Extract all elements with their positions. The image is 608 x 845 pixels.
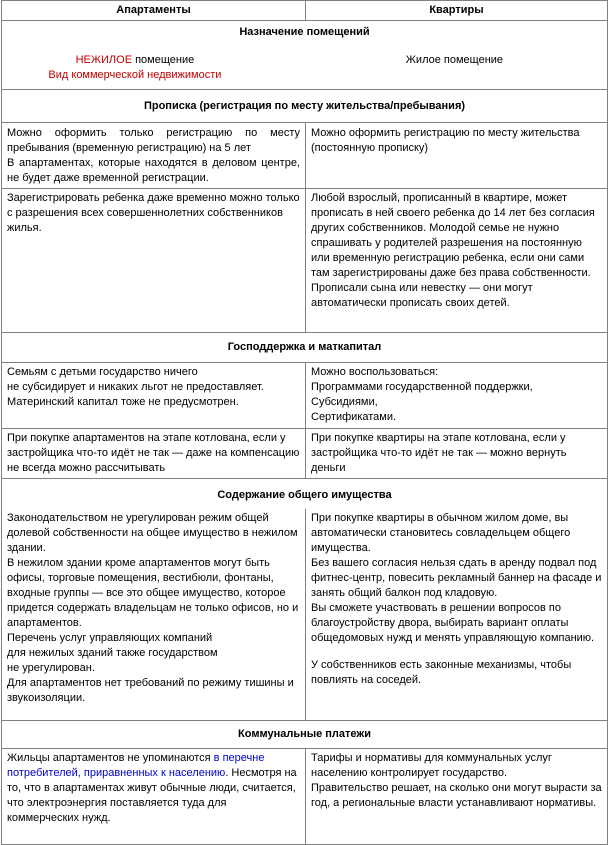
utilities-row bbox=[2, 749, 608, 845]
comparison-table bbox=[1, 0, 608, 845]
support-r1-left bbox=[2, 363, 306, 429]
registration-row-2 bbox=[2, 189, 608, 333]
premises-label: помещение bbox=[132, 54, 195, 66]
reg-temp-text: Можно оформить только регистрацию по месту пребывания (временную регистрацию) на 5 лет bbox=[7, 127, 300, 154]
header-row bbox=[2, 1, 608, 21]
purpose-right: Жилое помещение bbox=[405, 54, 504, 66]
support-r1-right bbox=[306, 363, 608, 429]
registration-row-1 bbox=[2, 123, 608, 189]
registration-title: Прописка (регистрация по месту жительства/пребывания) bbox=[2, 90, 608, 123]
consumers-list-link[interactable]: в перечне потребителей, приравненных к населению bbox=[7, 752, 265, 779]
utilities-right-p2: Правительство решает, на сколько они могут вырасти за год, а региональные власти устанавливают нормативы. bbox=[311, 782, 602, 809]
utilities-title: Коммунальные платежи bbox=[2, 721, 608, 749]
reg-business-center-text: В апартаментах, которые находятся в деловом центре, не будет даже временной регистрации. bbox=[7, 157, 300, 184]
utilities-right bbox=[306, 749, 608, 845]
option-certificates: Сертификатами. bbox=[311, 411, 397, 423]
registration-r1-left bbox=[2, 123, 306, 189]
option-subsidies: Субсидиями, bbox=[311, 396, 378, 408]
common-left bbox=[2, 509, 306, 721]
common-left-p4: Для апартаментов нет требований по режиму тишины и звукоизоляции. bbox=[7, 676, 294, 704]
utilities-left-text-b: . Несмотря на то, что в апартаментах живут обычные люди, считается, что электроэнергия поставляется туда для коммерческих нужд. bbox=[7, 767, 297, 824]
support-line-1: Семьям с детьми государство ничего bbox=[7, 366, 198, 378]
options-intro: Можно воспользоваться: bbox=[311, 366, 439, 378]
utilities-left bbox=[2, 749, 306, 845]
common-right bbox=[306, 509, 608, 721]
section-purpose bbox=[2, 21, 608, 90]
common-right-p4: У собственников есть законные механизмы, чтобы повлиять на соседей. bbox=[311, 658, 572, 686]
common-row bbox=[2, 509, 608, 721]
common-right-p2: Без вашего согласия нельзя сдать в аренду подвал под фитнес-центр, повесить рекламный баннер на фасаде и занять общий балкон под кладовую. bbox=[311, 556, 602, 599]
section-support-title bbox=[2, 333, 608, 363]
utilities-right-p1: Тарифы и нормативы для коммунальных услуг населению контролирует государство. bbox=[311, 752, 552, 779]
header-flats: Квартиры bbox=[306, 1, 608, 21]
header-apartments: Апартаменты bbox=[2, 1, 306, 21]
nonresidential-label: НЕЖИЛОЕ bbox=[75, 54, 133, 66]
support-line-2: не субсидирует и никаких льгот не предоставляет. bbox=[7, 381, 264, 393]
common-left-p2: В нежилом здании кроме апартаментов могут быть офисы, торговые помещения, вестибюли, фонтаны, входные группы — все это общее имущество, которое придется содержать владельцам не только офисов, но и апартаментов. bbox=[7, 556, 299, 629]
support-r2-left: При покупке апартаментов на этапе котлована, если у застройщика что-то идёт не так — даже на компенсацию не всегда можно рассчитывать bbox=[2, 429, 306, 479]
section-registration-title bbox=[2, 90, 608, 123]
support-r2-right: При покупке квартиры на этапе котлована, если у застройщика что-то идёт не так — можно вернуть деньги bbox=[306, 429, 608, 479]
support-row-2 bbox=[2, 429, 608, 479]
common-right-p3: Вы сможете участвовать в решении вопросов по благоустройству двора, выбирать вариант оплаты общедомовых нужд и менять управляющую компанию. bbox=[311, 601, 595, 644]
option-programs: Программами государственной поддержки, bbox=[311, 381, 533, 393]
support-line-3: Материнский капитал тоже не предусмотрен. bbox=[7, 396, 239, 408]
purpose-left bbox=[7, 53, 307, 83]
common-left-p1: Законодательством не урегулирован режим общей долевой собственности на общее имущество в нежилом здании. bbox=[7, 511, 298, 554]
common-left-p3a: Перечень услуг управляющих компаний bbox=[7, 631, 213, 644]
registration-r1-right: Можно оформить регистрацию по месту жительства (постоянную прописку) bbox=[306, 123, 608, 189]
registration-r2-right: Любой взрослый, прописанный в квартире, может прописать в ней своего ребенка до 14 лет без согласия других собственников. Молодой семье не нужно спрашивать у родителей разрешения на постоянную или временную регистрацию ребенка, если они сами там зарегистрированы даже без права собственности. Прописали сына или невестку — они могут автоматически прописать своих детей. bbox=[306, 189, 608, 333]
common-left-p3c: не урегулирован. bbox=[7, 661, 95, 674]
support-title: Господдержка и маткапитал bbox=[2, 333, 608, 363]
registration-r2-left: Зарегистрировать ребенка даже временно можно только с разрешения всех совершеннолетних собственников жилья. bbox=[2, 189, 306, 333]
section-utilities-title bbox=[2, 721, 608, 749]
purpose-title: Назначение помещений bbox=[239, 26, 370, 38]
commercial-subtitle: Вид коммерческой недвижимости bbox=[48, 69, 222, 81]
common-title: Содержание общего имущества bbox=[2, 479, 608, 509]
common-left-p3b: для нежилых зданий также государством bbox=[7, 646, 218, 659]
section-common-title bbox=[2, 479, 608, 509]
purpose-cell bbox=[2, 21, 608, 90]
utilities-left-text-a: Жильцы апартаментов не упоминаются bbox=[7, 752, 214, 764]
common-right-p1: При покупке квартиры в обычном жилом доме, вы автоматически становитесь совладельцем общего имущества. bbox=[311, 511, 571, 554]
support-row-1 bbox=[2, 363, 608, 429]
